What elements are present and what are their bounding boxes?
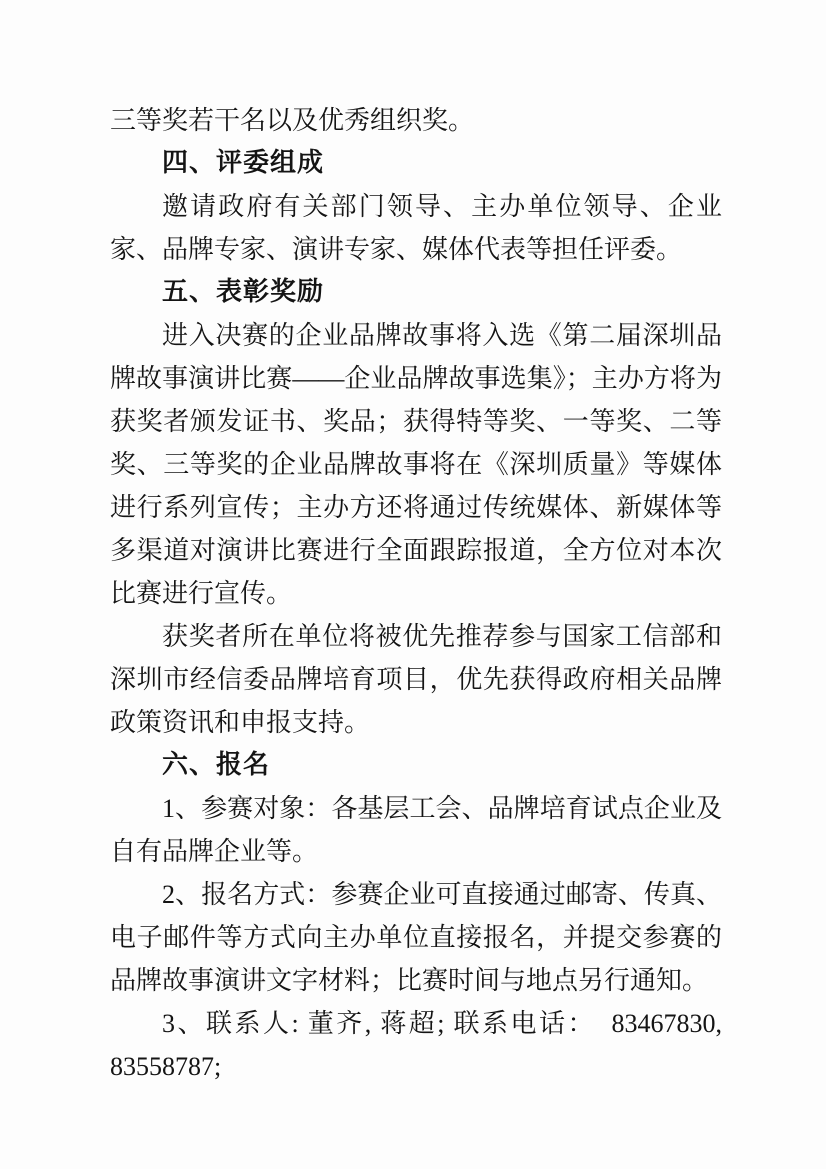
paragraph: 2、报名方式：参赛企业可直接通过邮寄、传真、电子邮件等方式向主办单位直接报名，并提交参赛的品牌故事演讲文字材料；比赛时间与地点另行通知。	[110, 880, 722, 995]
document-content	[110, 99, 722, 1088]
section-heading: 五、表彰奖励	[162, 277, 325, 307]
paragraph: 1、参赛对象：各基层工会、品牌培育试点企业及自有品牌企业等。	[110, 794, 722, 866]
section-heading: 四、评委组成	[162, 148, 325, 178]
paragraph: 三等奖若干名以及优秀组织奖。	[110, 106, 475, 135]
paragraph: 进入决赛的企业品牌故事将入选《第二届深圳品牌故事演讲比赛——企业品牌故事选集》；主办方将为获奖者颁发证书、奖品；获得特等奖、一等奖、二等奖、三等奖的企业品牌故事将在《深圳质量》等媒体进行系列宣传；主办方还将通过传统媒体、新媒体等多渠道对演讲比赛进行全面跟踪报道，全方位对本次比赛进行宣传。	[110, 321, 722, 608]
section-heading: 六、报名	[162, 750, 271, 780]
paragraph: 3、联系人: 董齐, 蒋超; 联系电话： 83467830, 83558787;	[110, 1009, 722, 1081]
paragraph: 邀请政府有关部门领导、主办单位领导、企业家、品牌专家、演讲专家、媒体代表等担任评委。	[110, 192, 722, 264]
paragraph: 获奖者所在单位将被优先推荐参与国家工信部和深圳市经信委品牌培育项目，优先获得政府相关品牌政策资讯和申报支持。	[110, 622, 722, 737]
